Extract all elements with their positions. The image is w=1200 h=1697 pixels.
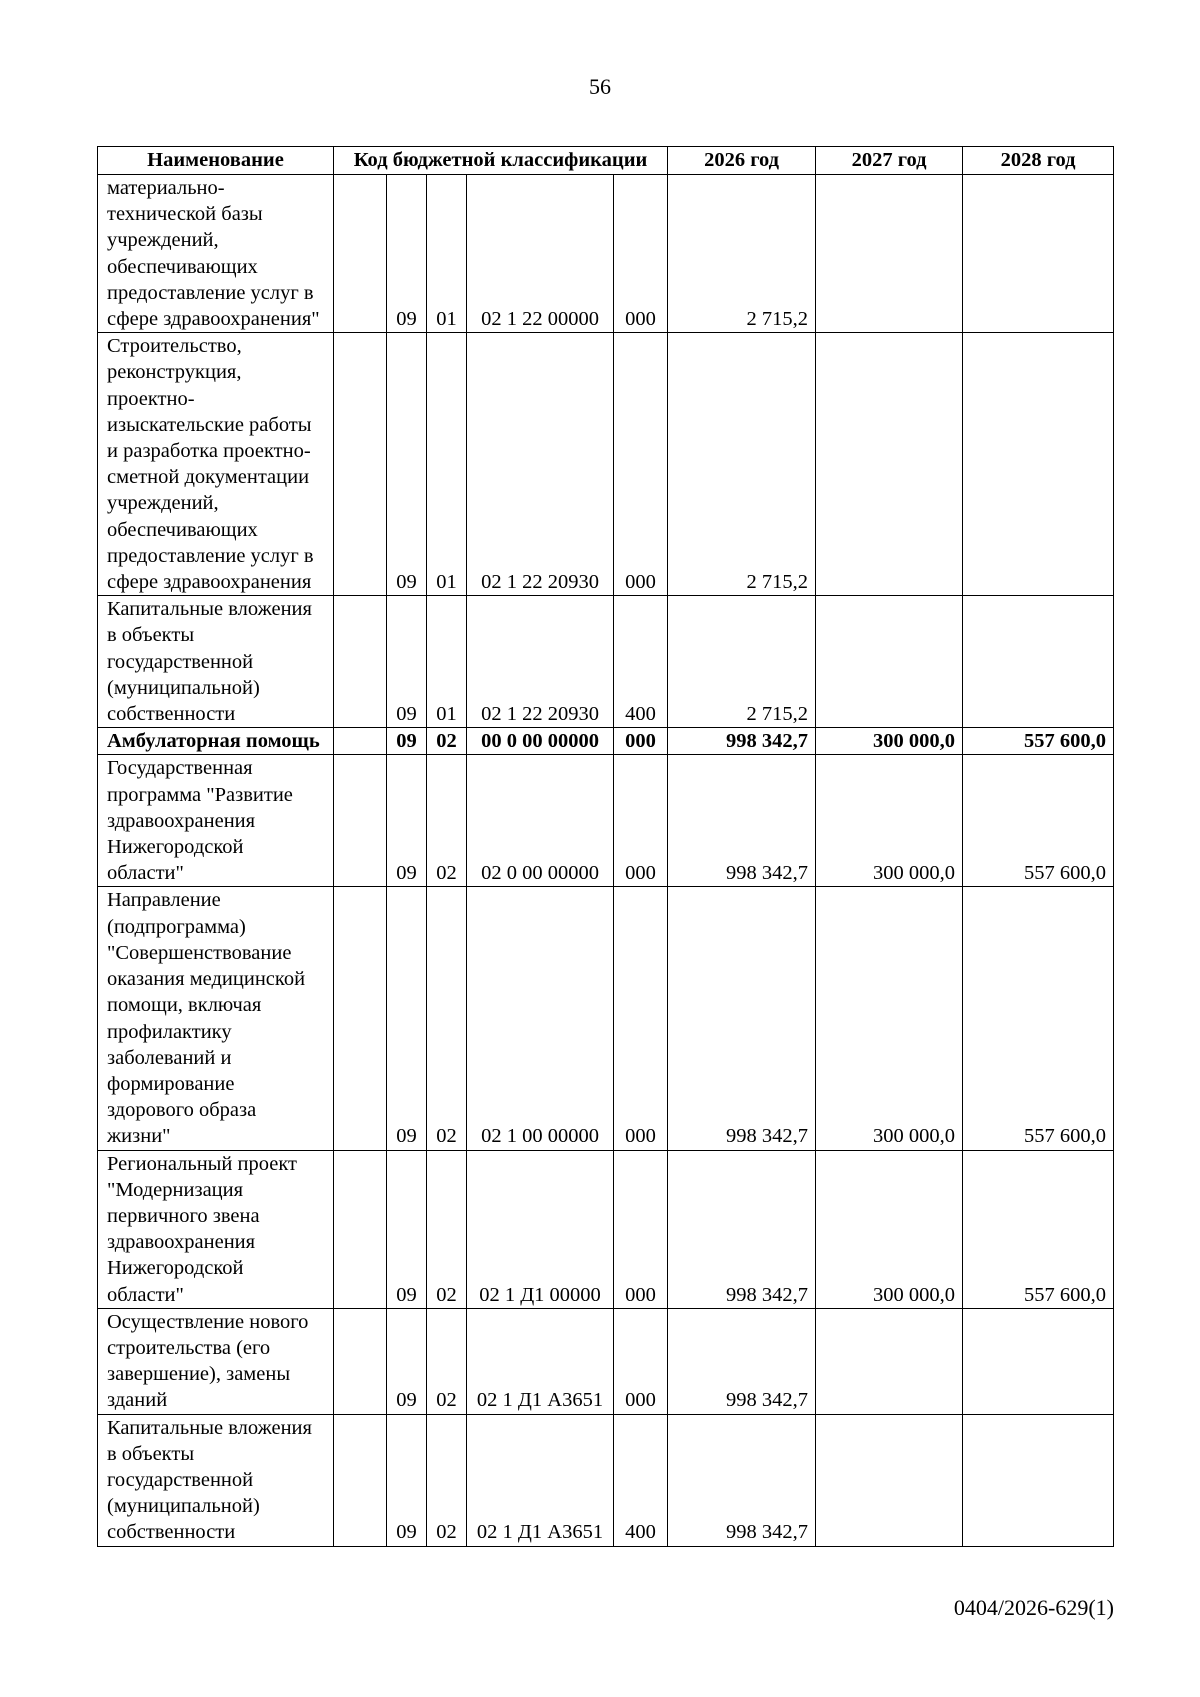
header-2026: 2026 год [668, 147, 816, 175]
code-subsection: 02 [427, 887, 467, 1150]
code-blank [334, 1308, 387, 1414]
row-name-line: собственности [107, 1521, 236, 1544]
row-name-line: здравоохранения [107, 1231, 256, 1254]
code-subsection: 01 [427, 596, 467, 728]
code-target-article: 02 1 Д1 А3651 [467, 1414, 614, 1546]
row-name-line: области" [107, 1283, 184, 1306]
row-name-line: строительства (его [107, 1336, 271, 1359]
row-name [98, 333, 334, 596]
row-name-line: зданий [107, 1389, 168, 1412]
row-name-line: "Модернизация [107, 1178, 244, 1201]
value-2028 [963, 333, 1114, 596]
code-section: 09 [387, 1150, 427, 1308]
value-2027 [816, 1308, 963, 1414]
row-name-line: Государственная [107, 757, 253, 780]
row-name-line: помощи, включая [107, 994, 262, 1017]
header-2027: 2027 год [816, 147, 963, 175]
row-name-line: (муниципальной) [107, 676, 260, 699]
row-name [98, 175, 334, 333]
code-expense-type: 000 [614, 1308, 668, 1414]
code-target-article: 02 1 22 20930 [467, 333, 614, 596]
row-name-line: области" [107, 862, 184, 885]
table-header-row [98, 147, 1114, 175]
code-subsection: 01 [427, 333, 467, 596]
value-2027 [816, 1414, 963, 1546]
value-2026: 2 715,2 [668, 596, 816, 728]
value-2028: 557 600,0 [963, 755, 1114, 887]
row-name-line: жизни" [107, 1125, 171, 1148]
row-name-line: в объекты [107, 1442, 195, 1465]
code-section: 09 [387, 755, 427, 887]
table-row [98, 1150, 1114, 1308]
row-name-line: учреждений, [107, 229, 219, 252]
row-name-line: Капитальные вложения [107, 1416, 312, 1439]
table-body [98, 175, 1114, 1547]
value-2028 [963, 1414, 1114, 1546]
row-name-line: изыскательские работы [107, 413, 312, 436]
row-name-line: профилактику [107, 1020, 232, 1043]
row-name-line: обеспечивающих [107, 255, 258, 278]
code-section: 09 [387, 333, 427, 596]
row-name-line: Амбулаторная помощь [107, 730, 320, 753]
code-expense-type: 000 [614, 728, 668, 755]
code-subsection: 02 [427, 1414, 467, 1546]
row-name-line: Региональный проект [107, 1152, 297, 1175]
code-blank [334, 175, 387, 333]
row-name-line: предоставление услуг в [107, 544, 314, 567]
row-name-line: сметной документации [107, 466, 310, 489]
row-name-line: здорового образа [107, 1099, 257, 1122]
code-target-article: 02 1 22 20930 [467, 596, 614, 728]
row-name-line: Нижегородской [107, 836, 244, 859]
row-name-line: реконструкция, [107, 361, 242, 384]
row-name-line: заболеваний и [107, 1046, 232, 1069]
row-name-line: Нижегородской [107, 1257, 244, 1280]
value-2028 [963, 1308, 1114, 1414]
row-name-line: здравоохранения [107, 809, 256, 832]
header-2028: 2028 год [963, 147, 1114, 175]
table-row [98, 1308, 1114, 1414]
page-number: 56 [589, 74, 611, 99]
value-2026: 998 342,7 [668, 1150, 816, 1308]
row-name-line: сфере здравоохранения [107, 571, 312, 594]
value-2026: 2 715,2 [668, 175, 816, 333]
row-name-line: Осуществление нового [107, 1310, 309, 1333]
row-name-line: государственной [107, 1468, 254, 1491]
document-id: 0404/2026-629(1) [953, 1595, 1114, 1620]
row-name-line: обеспечивающих [107, 518, 258, 541]
code-target-article: 02 0 00 00000 [467, 755, 614, 887]
header-code: Код бюджетной классификации [334, 147, 668, 175]
value-2027: 300 000,0 [816, 755, 963, 887]
code-expense-type: 000 [614, 755, 668, 887]
value-2026: 998 342,7 [668, 728, 816, 755]
row-name-line: Направление [107, 889, 221, 912]
code-blank [334, 1414, 387, 1546]
code-section: 09 [387, 887, 427, 1150]
value-2028: 557 600,0 [963, 728, 1114, 755]
row-name [98, 596, 334, 728]
code-subsection: 02 [427, 1150, 467, 1308]
code-section: 09 [387, 596, 427, 728]
row-name-line: оказания медицинской [107, 968, 306, 991]
value-2026: 998 342,7 [668, 1308, 816, 1414]
row-name-line: "Совершенствование [107, 941, 292, 964]
row-name [98, 755, 334, 887]
table-row [98, 1414, 1114, 1546]
code-blank [334, 1150, 387, 1308]
value-2028 [963, 175, 1114, 333]
value-2027 [816, 175, 963, 333]
table-row [98, 596, 1114, 728]
code-section: 09 [387, 1414, 427, 1546]
row-name-line: собственности [107, 703, 236, 726]
row-name-line: учреждений, [107, 492, 219, 515]
row-name-line: первичного звена [107, 1204, 260, 1227]
row-name [98, 1308, 334, 1414]
row-name-line: Капитальные вложения [107, 598, 312, 621]
row-name-line: формирование [107, 1072, 235, 1095]
code-expense-type: 000 [614, 175, 668, 333]
row-name-line: завершение), замены [107, 1363, 291, 1386]
code-blank [334, 728, 387, 755]
code-expense-type: 000 [614, 1150, 668, 1308]
value-2028: 557 600,0 [963, 887, 1114, 1150]
code-expense-type: 400 [614, 596, 668, 728]
value-2027: 300 000,0 [816, 887, 963, 1150]
code-section: 09 [387, 728, 427, 755]
code-blank [334, 887, 387, 1150]
code-blank [334, 596, 387, 728]
code-subsection: 01 [427, 175, 467, 333]
header-name: Наименование [98, 147, 334, 175]
row-name [98, 728, 334, 755]
code-expense-type: 000 [614, 887, 668, 1150]
code-expense-type: 000 [614, 333, 668, 596]
table-row [98, 728, 1114, 755]
row-name-line: государственной [107, 650, 254, 673]
value-2027 [816, 333, 963, 596]
code-target-article: 02 1 00 00000 [467, 887, 614, 1150]
row-name [98, 1414, 334, 1546]
value-2027: 300 000,0 [816, 1150, 963, 1308]
row-name-line: сфере здравоохранения" [107, 308, 320, 331]
code-target-article: 02 1 Д1 А3651 [467, 1308, 614, 1414]
code-target-article: 00 0 00 00000 [467, 728, 614, 755]
code-blank [334, 333, 387, 596]
code-expense-type: 400 [614, 1414, 668, 1546]
value-2026: 998 342,7 [668, 887, 816, 1150]
table-row [98, 887, 1114, 1150]
code-blank [334, 755, 387, 887]
row-name-line: Строительство, [107, 335, 242, 358]
row-name-line: и разработка проектно- [107, 440, 311, 463]
code-section: 09 [387, 1308, 427, 1414]
code-subsection: 02 [427, 755, 467, 887]
row-name-line: предоставление услуг в [107, 281, 314, 304]
row-name-line: технической базы [107, 203, 263, 226]
code-subsection: 02 [427, 1308, 467, 1414]
value-2026: 998 342,7 [668, 755, 816, 887]
table-row [98, 333, 1114, 596]
row-name-line: проектно- [107, 387, 195, 410]
row-name-line: (подпрограмма) [107, 915, 246, 938]
table-row [98, 175, 1114, 333]
value-2026: 2 715,2 [668, 333, 816, 596]
value-2028: 557 600,0 [963, 1150, 1114, 1308]
code-section: 09 [387, 175, 427, 333]
code-target-article: 02 1 Д1 00000 [467, 1150, 614, 1308]
row-name-line: материально- [107, 177, 225, 199]
value-2027 [816, 596, 963, 728]
row-name-line: программа "Развитие [107, 783, 293, 806]
row-name [98, 1150, 334, 1308]
code-target-article: 02 1 22 00000 [467, 175, 614, 333]
value-2026: 998 342,7 [668, 1414, 816, 1546]
row-name [98, 887, 334, 1150]
code-subsection: 02 [427, 728, 467, 755]
row-name-line: (муниципальной) [107, 1495, 260, 1518]
value-2027: 300 000,0 [816, 728, 963, 755]
budget-table [97, 146, 1114, 1547]
value-2028 [963, 596, 1114, 728]
table-row [98, 755, 1114, 887]
row-name-line: в объекты [107, 624, 195, 647]
